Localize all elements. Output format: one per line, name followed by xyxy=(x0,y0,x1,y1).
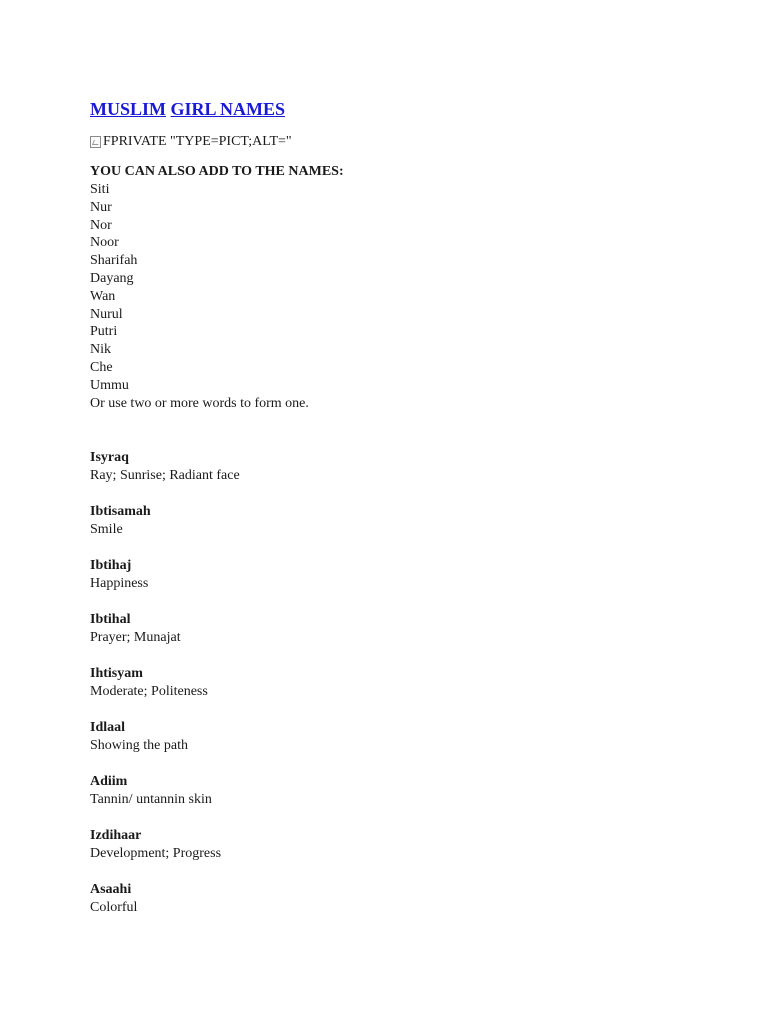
names-list xyxy=(90,449,730,917)
name-term: Isyraq xyxy=(90,449,129,465)
name-entry xyxy=(90,827,730,863)
name-term: Idlaal xyxy=(90,719,126,735)
list-item: Putri xyxy=(90,324,118,340)
list-item: Dayang xyxy=(90,270,134,286)
name-entry xyxy=(90,503,730,539)
document-page xyxy=(90,97,730,935)
page-title xyxy=(90,97,730,121)
list-item: Nik xyxy=(90,342,111,358)
name-meaning: Ray; Sunrise; Radiant face xyxy=(90,467,240,483)
name-meaning: Happiness xyxy=(90,575,149,591)
name-term: Ibtihaj xyxy=(90,557,132,573)
prefix-note: Or use two or more words to form one. xyxy=(90,395,309,411)
name-entry xyxy=(90,719,730,755)
name-entry xyxy=(90,773,730,809)
name-entry xyxy=(90,881,730,917)
list-item: Ummu xyxy=(90,377,129,393)
list-item: Nurul xyxy=(90,306,123,322)
name-entry xyxy=(90,449,730,485)
broken-image-icon xyxy=(90,136,101,148)
name-entry xyxy=(90,611,730,647)
name-term: Ibtisamah xyxy=(90,503,151,519)
name-meaning: Colorful xyxy=(90,899,138,915)
prefix-list xyxy=(90,181,730,395)
name-entry xyxy=(90,557,730,593)
list-item: Nor xyxy=(90,217,112,233)
list-item: Che xyxy=(90,359,113,375)
title-link-girl-names[interactable]: GIRL NAMES xyxy=(170,99,286,119)
list-item: Noor xyxy=(90,235,119,251)
name-meaning: Smile xyxy=(90,521,123,537)
name-term: Adiim xyxy=(90,773,128,789)
name-meaning: Moderate; Politeness xyxy=(90,683,208,699)
list-item: Siti xyxy=(90,182,110,197)
name-meaning: Showing the path xyxy=(90,737,188,753)
field-code-text: FPRIVATE "TYPE=PICT;ALT=" xyxy=(103,134,292,149)
title-link-muslim[interactable]: MUSLIM xyxy=(90,99,166,119)
name-meaning: Prayer; Munajat xyxy=(90,629,181,645)
list-item: Nur xyxy=(90,199,112,215)
name-meaning: Tannin/ untannin skin xyxy=(90,791,212,807)
name-term: Ibtihal xyxy=(90,611,131,627)
name-term: Izdihaar xyxy=(90,827,142,843)
name-term: Ihtisyam xyxy=(90,665,143,681)
field-code-line xyxy=(90,133,730,151)
list-item: Wan xyxy=(90,288,116,304)
name-entry xyxy=(90,665,730,701)
name-term: Asaahi xyxy=(90,881,132,897)
list-item: Sharifah xyxy=(90,253,138,269)
name-meaning: Development; Progress xyxy=(90,845,222,861)
intro-heading: YOU CAN ALSO ADD TO THE NAMES: xyxy=(90,164,344,179)
